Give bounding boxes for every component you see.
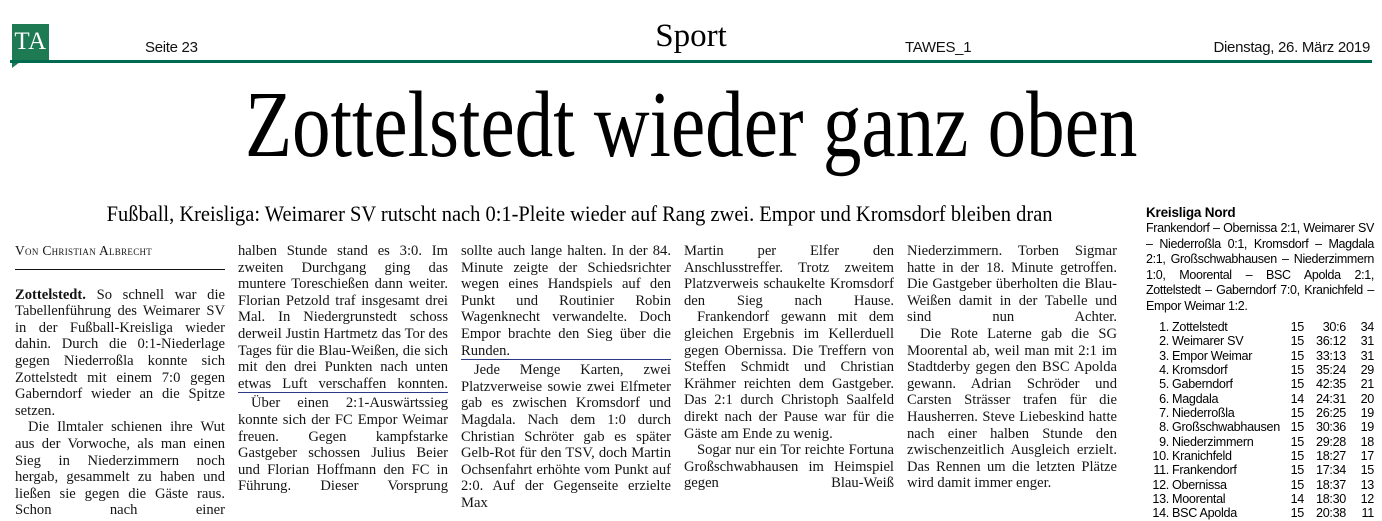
subheadline-text: Fußball, Kreisliga: Weimarer SV rutscht nach 0:1-Pleite wieder auf Rang zwei. Empor und Kromsdorf bleiben dran (107, 201, 1053, 226)
rank: 5. (1159, 377, 1169, 392)
table-row (1146, 478, 1374, 492)
article-column-4 (684, 243, 894, 521)
team-name: Gaberndorf (1172, 377, 1233, 392)
rank: 4. (1159, 363, 1169, 378)
team-name: Niederzimmern (1172, 434, 1254, 449)
section-divider-rule (238, 392, 448, 393)
games-played: 15 (1290, 449, 1304, 464)
table-row (1146, 320, 1374, 334)
paragraph: Über einen 2:1-Auswärtssieg konnte sich der FC Empor Weimar freuen. Gegen kampfstarke Gastgeber schossen Julius Beier und Florian Hoffmann den FC in Führung. Dieser Vorsprung (238, 395, 448, 495)
table-row (1146, 420, 1374, 434)
points: 15 (1360, 463, 1374, 478)
rank: 9. (1159, 434, 1169, 449)
points: 17 (1360, 449, 1374, 464)
games-played: 15 (1290, 320, 1304, 334)
goal-difference: 30:6 (1322, 320, 1346, 334)
rank: 10. (1152, 449, 1169, 464)
paragraph: Niederzimmern. Torben Sigmar hatte in der 18. Minute getroffen. Die Gastgeber überholten die Blau-Weißen damit in der Tabelle und sind nun Achter. (907, 243, 1117, 326)
goal-difference: 24:31 (1315, 391, 1346, 406)
goal-difference: 36:12 (1315, 334, 1346, 349)
results-sidebar (1146, 205, 1374, 521)
rank: 8. (1159, 420, 1169, 435)
rank: 1. (1159, 320, 1169, 334)
league-title: Kreisliga Nord (1146, 205, 1236, 220)
goal-difference: 18:27 (1315, 449, 1346, 464)
games-played: 15 (1290, 420, 1304, 435)
article-column-2 (238, 243, 448, 521)
team-name: Weimarer SV (1172, 334, 1244, 349)
main-headline (0, 73, 1382, 177)
rank: 2. (1159, 334, 1169, 349)
table-row (1146, 406, 1374, 420)
points: 19 (1360, 420, 1374, 435)
paragraph: Die Ilmtaler schienen ihre Wut aus der Vorwoche, als man einen Sieg in Niederzimmern noch hergab, gesammelt zu haben und ließen sie gegen die Gäste raus. Schon nach einer (15, 419, 225, 519)
points: 13 (1360, 477, 1374, 492)
team-name: Moorental (1172, 492, 1226, 507)
games-played: 15 (1290, 377, 1304, 392)
article-body (15, 243, 1117, 521)
goal-difference: 30:36 (1315, 420, 1346, 435)
table-row (1146, 435, 1374, 449)
paragraph: Die Rote Laterne gab die SG Moorental ab, weil man mit 2:1 im Stadtderby gegen den BSC Apolda gewann. Adrian Schröder und Carsten Strässer trafen für die Hausherren. Steve Liebeskind hatte nach einer halben Stunde den zwischenzeitlich Ausgleich erzielt. Das Rennen um die letzten Plätze wird damit immer enger. (907, 325, 1117, 492)
table-row (1146, 377, 1374, 391)
games-played: 15 (1290, 434, 1304, 449)
team-name: BSC Apolda (1172, 506, 1237, 521)
games-played: 14 (1290, 391, 1304, 406)
table-row (1146, 349, 1374, 363)
games-played: 15 (1290, 463, 1304, 478)
goal-difference: 29:28 (1315, 434, 1346, 449)
article-column-1 (15, 243, 225, 521)
games-played: 15 (1290, 477, 1304, 492)
article-column-5 (907, 243, 1117, 521)
points: 29 (1360, 363, 1374, 378)
goal-difference: 42:35 (1315, 377, 1346, 392)
edition-code: TAWES_1 (905, 39, 972, 56)
points: 34 (1360, 320, 1374, 334)
games-played: 14 (1290, 492, 1304, 507)
team-name: Magdala (1172, 391, 1219, 406)
rank: 7. (1159, 406, 1169, 421)
section-divider-rule (461, 359, 671, 360)
points: 12 (1360, 492, 1374, 507)
team-name: Niederroßla (1172, 406, 1235, 421)
goal-difference: 18:37 (1315, 477, 1346, 492)
table-row (1146, 449, 1374, 463)
rank: 12. (1152, 477, 1169, 492)
team-name: Frankendorf (1172, 463, 1237, 478)
points: 11 (1361, 506, 1374, 521)
games-played: 15 (1290, 334, 1304, 349)
goal-difference: 17:34 (1315, 463, 1346, 478)
team-name: Kromsdorf (1172, 363, 1228, 378)
team-name: Obernissa (1172, 477, 1227, 492)
goal-difference: 18:30 (1315, 492, 1346, 507)
paragraph-text: So schnell war die Tabellenführung des Weimarer SV in der Fußball-Kreisliga wieder dahin. Durch die 0:1-Niederlage gegen Niederroßla konnte sich Zottelstedt mit einem 7:0 gegen Gaberndorf wieder an die Spitze setzen. (15, 286, 225, 419)
paragraph (15, 287, 225, 420)
games-played: 15 (1290, 506, 1304, 521)
paragraph: halben Stunde stand es 3:0. Im zweiten Durchgang ging das muntere Toreschießen dann weiter. Florian Petzold traf insgesamt drei Mal. In Niedergrunstedt schoss derweil Justin Hartmetz das Tor des Tages für die Blau-Weißen, die sich mit den drei Punkten nach unten etwas Luft verschaffen konnten. (238, 243, 448, 392)
rank: 11. (1153, 463, 1169, 478)
points: 31 (1360, 334, 1374, 349)
rank: 3. (1159, 348, 1169, 363)
table-row (1146, 506, 1374, 520)
table-row (1146, 392, 1374, 406)
table-row (1146, 463, 1374, 477)
dateline: Zottelstedt. (15, 286, 86, 303)
points: 31 (1360, 348, 1374, 363)
page-number-label: Seite 23 (145, 39, 198, 56)
paragraph: Frankendorf gewann mit dem gleichen Ergebnis im Kellerduell gegen Obernissa. Die Treffern von Steffen Schmidt und Christian Krähmer reichten dem Gastgeber. Das 2:1 durch Christoph Saalfeld direkt nach der Pause war für die Gäste am Ende zu wenig. (684, 309, 894, 442)
rank: 6. (1159, 391, 1169, 406)
points: 20 (1360, 391, 1374, 406)
team-name: Großschwabhausen (1172, 420, 1280, 435)
logo-text: TA (14, 28, 47, 55)
rank: 14. (1152, 506, 1169, 521)
league-table (1146, 320, 1374, 521)
paragraph: Jede Menge Karten, zwei Platzverweise sowie zwei Elfmeter gab es zwischen Kromsdorf und Magdala. Nach dem 1:0 durch Christian Schröter gab es später Gelb-Rot für den TSV, doch Martin Ochsenfahrt erhöhte vom Punkt auf 2:0. Auf der Gegenseite erzielte Max (461, 362, 671, 511)
headline-text: Zottelstedt wieder ganz oben (244, 73, 1138, 177)
team-name: Empor Weimar (1172, 348, 1253, 363)
team-name: Zottelstedt (1172, 320, 1228, 334)
match-results: Frankendorf – Obernissa 2:1, Weimarer SV – Niederroßla 0:1, Kromsdorf – Magdala 2:1, Großschwabhausen – Niederzimmern 1:0, Moorental – BSC Apolda 2:1, Zottelstedt – Gaberndorf 7:0, Kranichfeld – Empor Weimar 1:2. (1146, 221, 1374, 313)
header-rule (10, 60, 1372, 63)
table-row (1146, 334, 1374, 348)
team-name: Kranichfeld (1172, 449, 1232, 464)
points: 19 (1360, 406, 1374, 421)
subheadline (0, 201, 1160, 227)
byline: Von Christian Albrecht (15, 243, 225, 270)
table-row (1146, 492, 1374, 506)
table-row (1146, 363, 1374, 377)
paragraph: Martin per Elfer den Anschlusstreffer. Trotz zweitem Platzverweis schaukelte Kromsdorf den Sieg nach Hause. (684, 243, 894, 309)
goal-difference: 26:25 (1315, 406, 1346, 421)
games-played: 15 (1290, 363, 1304, 378)
paragraph: sollte auch lange halten. In der 84. Minute zeigte der Schiedsrichter wegen eines Handspiels auf den Punkt und Routinier Robin Wagenknecht verwandelte. Doch Empor brachte den Sieg über die Runden. (461, 243, 671, 359)
points: 18 (1360, 434, 1374, 449)
points: 21 (1360, 377, 1374, 392)
goal-difference: 33:13 (1315, 348, 1346, 363)
paragraph: Sogar nur ein Tor reichte Fortuna Großschwabhausen im Heimspiel gegen Blau-Weiß (684, 442, 894, 492)
goal-difference: 20:38 (1315, 506, 1346, 521)
issue-date: Dienstag, 26. März 2019 (1213, 39, 1370, 56)
goal-difference: 35:24 (1315, 363, 1346, 378)
section-title: Sport (655, 18, 727, 54)
rank: 13. (1152, 492, 1169, 507)
games-played: 15 (1290, 348, 1304, 363)
article-column-3 (461, 243, 671, 521)
games-played: 15 (1290, 406, 1304, 421)
